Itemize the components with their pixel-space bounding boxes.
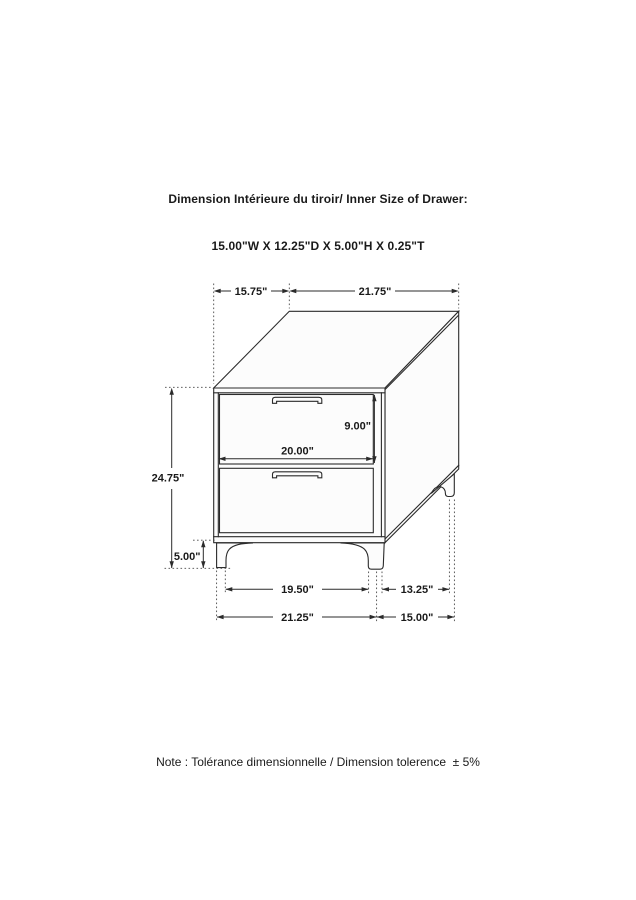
dim-label-bottom-width: 21.25" [281, 611, 314, 624]
bottom-drawer-face [220, 468, 374, 532]
tolerance-note: Note : Tolérance dimensionnelle / Dimension tolerence ± 5% [156, 755, 480, 769]
front-right-leg [341, 543, 385, 569]
dim-label-overall-height: 24.75" [151, 472, 185, 485]
title-line-2: 15.00"W X 12.25"D X 5.00"H X 0.25"T [211, 238, 425, 253]
dim-label-top-depth: 15.75" [234, 285, 268, 298]
nightstand-drawing [214, 311, 459, 569]
dim-label-top-width: 21.75" [358, 285, 392, 298]
dim-label-front-leg-span: 19.50" [281, 584, 314, 597]
dim-label-drawer-height: 9.00" [344, 420, 371, 433]
title-line-1: Dimension Intérieure du tiroir/ Inner Size of Drawer: [168, 192, 468, 206]
dim-label-drawer-width: 20.00" [281, 445, 314, 458]
dim-label-side-leg-span: 13.25" [400, 584, 434, 597]
dim-label-leg-height: 5.00" [173, 550, 201, 563]
front-left-leg [217, 543, 253, 568]
dim-label-bottom-depth: 15.00" [400, 611, 434, 624]
